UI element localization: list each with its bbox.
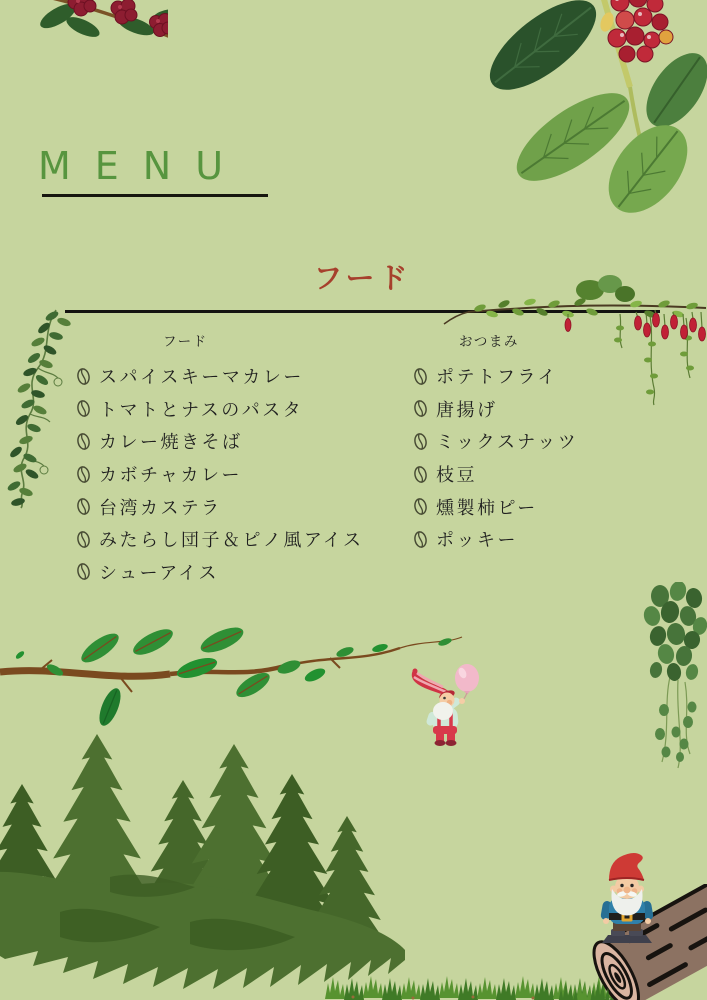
menu-item (76, 360, 364, 393)
leaf-vine-icon (0, 302, 82, 514)
garden-gnome-icon (596, 851, 658, 947)
menu-item (413, 490, 578, 523)
coffee-bean-icon (413, 399, 428, 418)
coffee-bean-icon (413, 497, 428, 516)
page-title: MENU (38, 144, 248, 188)
coffee-bean-icon (76, 367, 91, 386)
menu-item (413, 425, 578, 458)
menu-item-label: スパイスキーマカレー (99, 367, 304, 389)
menu-item-label: ポッキー (436, 530, 518, 552)
menu-item (413, 360, 578, 393)
menu-item-label: 唐揚げ (436, 399, 498, 421)
menu-item (413, 523, 578, 556)
coffee-bean-icon (413, 530, 428, 549)
menu-item-label: みたらし団子＆ピノ風アイス (99, 530, 364, 552)
menu-item-label: トマトとナスのパスタ (99, 399, 304, 421)
coffee-bean-icon (76, 530, 91, 549)
section-rule (65, 310, 660, 313)
coffee-plant-icon (452, 0, 707, 241)
menu-item-label: カボチャカレー (99, 465, 242, 487)
hanging-ivy-icon (640, 582, 707, 774)
snack-column-list (413, 360, 578, 556)
food-column-list (76, 360, 364, 588)
gnome-with-balloon-icon (403, 652, 493, 751)
menu-item (76, 556, 364, 589)
coffee-branch-icon (18, 0, 168, 56)
coffee-bean-icon (76, 465, 91, 484)
menu-item-label: ポテトフライ (436, 367, 558, 389)
food-column-header: フード (163, 334, 208, 350)
menu-item-label: 燻製柿ピー (436, 497, 538, 519)
branch-with-leaves-icon (0, 622, 470, 751)
coffee-bean-icon (76, 432, 91, 451)
menu-item (76, 393, 364, 426)
snack-column-header: おつまみ (459, 334, 519, 350)
coffee-bean-icon (76, 562, 91, 581)
coffee-bean-icon (76, 399, 91, 418)
menu-item-label: ミックスナッツ (436, 432, 579, 454)
pine-forest-icon (0, 722, 420, 1000)
menu-item (413, 458, 578, 491)
menu-item-label: シューアイス (99, 562, 219, 584)
coffee-bean-icon (413, 367, 428, 386)
section-title: フード (313, 261, 412, 295)
menu-item (76, 458, 364, 491)
menu-item-label: 台湾カステラ (99, 497, 222, 519)
menu-item (76, 425, 364, 458)
grass-icon (325, 974, 645, 1000)
menu-item-label: 枝豆 (436, 465, 477, 487)
coffee-bean-icon (413, 432, 428, 451)
menu-item-label: カレー焼きそば (99, 432, 243, 454)
coffee-bean-icon (413, 465, 428, 484)
menu-item (76, 490, 364, 523)
menu-item (413, 393, 578, 426)
log-icon (558, 884, 707, 1000)
title-underline (42, 194, 268, 197)
menu-item (76, 523, 364, 556)
coffee-bean-icon (76, 497, 91, 516)
